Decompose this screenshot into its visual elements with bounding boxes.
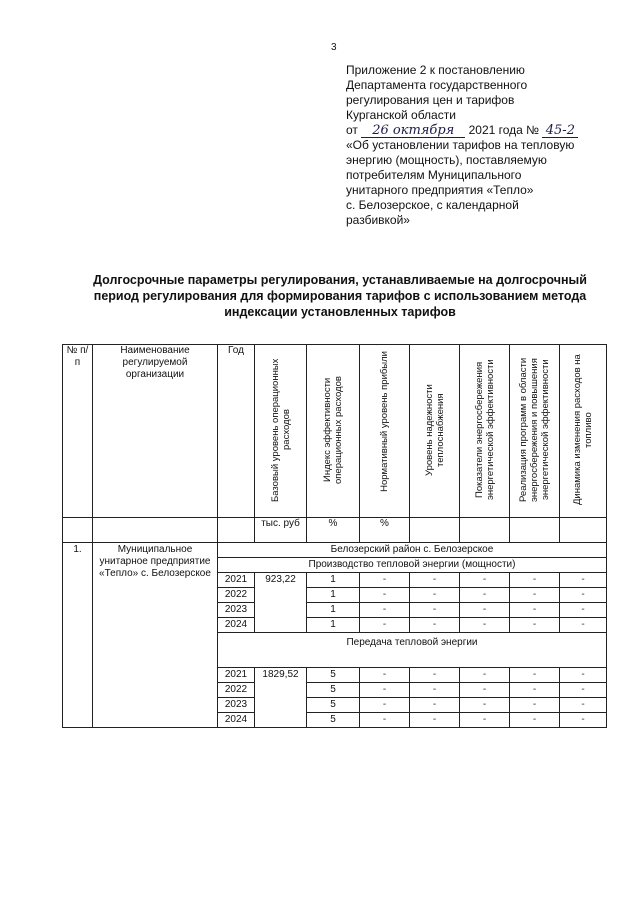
header-profit: Нормативный уровень прибыли: [379, 351, 390, 492]
header-profit-cell: [360, 345, 410, 518]
index-cell: 1: [307, 603, 360, 618]
value-cell: -: [410, 618, 460, 633]
title-line: период регулирования для формирования тарифов с использованием метода: [93, 289, 587, 303]
base-value-transmission: 1829,52: [255, 668, 307, 728]
header-reliability: Уровень надежности теплоснабжения: [423, 384, 446, 476]
appendix-ot: от: [346, 123, 358, 137]
value-cell: -: [410, 683, 460, 698]
value-cell: -: [460, 683, 510, 698]
value-cell: -: [560, 573, 607, 588]
value-cell: -: [560, 698, 607, 713]
district-row: [63, 543, 607, 558]
index-cell: 5: [307, 668, 360, 683]
units-row: [63, 518, 607, 543]
value-cell: -: [410, 713, 460, 728]
year-cell: 2021: [218, 668, 255, 683]
header-fuel-cell: [560, 345, 607, 518]
unit-index: %: [307, 518, 360, 543]
value-cell: -: [510, 683, 560, 698]
header-reliability-cell: [410, 345, 460, 518]
value-cell: -: [360, 603, 410, 618]
organization-name: Муниципальное унитарное предприятие «Тепло» с. Белозерское: [93, 543, 218, 728]
value-cell: -: [510, 588, 560, 603]
value-cell: -: [360, 588, 410, 603]
appendix-year-text: 2021 года №: [468, 123, 540, 137]
value-cell: -: [460, 668, 510, 683]
appendix-line: Курганской области: [346, 108, 456, 122]
value-cell: -: [510, 668, 560, 683]
value-cell: -: [560, 668, 607, 683]
handwritten-number: 45-2: [542, 124, 578, 138]
index-cell: 1: [307, 573, 360, 588]
unit-profit: %: [360, 518, 410, 543]
value-cell: -: [410, 573, 460, 588]
header-base-cell: [255, 345, 307, 518]
index-cell: 1: [307, 618, 360, 633]
document-title: [60, 272, 620, 320]
value-cell: -: [360, 698, 410, 713]
value-cell: -: [460, 603, 510, 618]
year-cell: 2022: [218, 588, 255, 603]
appendix-subject-line: «Об установлении тарифов на тепловую: [346, 138, 575, 152]
value-cell: -: [410, 698, 460, 713]
index-cell: 5: [307, 698, 360, 713]
appendix-subject-line: унитарного предприятия «Тепло»: [346, 183, 534, 197]
header-programs-cell: [510, 345, 560, 518]
index-cell: 5: [307, 683, 360, 698]
value-cell: -: [410, 588, 460, 603]
value-cell: -: [410, 668, 460, 683]
header-energy: Показатели энергосбережения энергетической эффективности: [473, 359, 496, 501]
appendix-header: [346, 63, 626, 228]
header-index-cell: [307, 345, 360, 518]
index-cell: 1: [307, 588, 360, 603]
row-number: 1.: [63, 543, 93, 728]
header-programs: Реализация программ в области энергосбережения и повышения энергетической эффективности: [518, 357, 551, 503]
appendix-subject-line: с. Белозерское, с календарной: [346, 198, 519, 212]
value-cell: -: [510, 698, 560, 713]
value-cell: -: [360, 683, 410, 698]
parameters-table: [62, 344, 607, 728]
header-energy-cell: [460, 345, 510, 518]
index-cell: 5: [307, 713, 360, 728]
value-cell: -: [560, 713, 607, 728]
value-cell: -: [360, 618, 410, 633]
year-cell: 2023: [218, 603, 255, 618]
year-cell: 2021: [218, 573, 255, 588]
value-cell: -: [460, 713, 510, 728]
value-cell: -: [360, 713, 410, 728]
year-cell: 2023: [218, 698, 255, 713]
header-index: Индекс эффективности операционных расходов: [322, 376, 344, 484]
value-cell: -: [460, 573, 510, 588]
value-cell: -: [560, 588, 607, 603]
year-cell: 2024: [218, 713, 255, 728]
section-title-transmission: Передача тепловой энергии: [218, 633, 607, 668]
base-value-production: 923,22: [255, 573, 307, 633]
value-cell: -: [460, 588, 510, 603]
value-cell: -: [510, 573, 560, 588]
appendix-date-line: [346, 123, 626, 138]
header-num: № п/п: [63, 345, 93, 518]
appendix-subject-line: энергию (мощность), поставляемую: [346, 153, 547, 167]
value-cell: -: [360, 573, 410, 588]
value-cell: -: [460, 618, 510, 633]
value-cell: -: [510, 603, 560, 618]
value-cell: -: [560, 618, 607, 633]
value-cell: -: [460, 698, 510, 713]
handwritten-date: 26 октября: [361, 124, 465, 138]
appendix-line: Приложение 2 к постановлению: [346, 63, 525, 77]
title-line: индексации установленных тарифов: [224, 305, 456, 319]
section-title-production: Производство тепловой энергии (мощности): [218, 558, 607, 573]
appendix-line: регулирования цен и тарифов: [346, 93, 515, 107]
header-row: [63, 345, 607, 518]
header-fuel: Динамика изменения расходов на топливо: [572, 354, 594, 506]
appendix-subject-line: потребителям Муниципального: [346, 168, 522, 182]
year-cell: 2022: [218, 683, 255, 698]
header-base: Базовый уровень операционных расходов: [269, 358, 292, 502]
title-line: Долгосрочные параметры регулирования, устанавливаемые на долгосрочный: [93, 273, 587, 287]
appendix-line: Департамента государственного: [346, 78, 528, 92]
value-cell: -: [560, 683, 607, 698]
value-cell: -: [510, 618, 560, 633]
unit-base: тыс. руб: [255, 518, 307, 543]
district-label: Белозерский район с. Белозерское: [218, 543, 607, 558]
year-cell: 2024: [218, 618, 255, 633]
value-cell: -: [410, 603, 460, 618]
value-cell: -: [560, 603, 607, 618]
value-cell: -: [510, 713, 560, 728]
header-org: Наименование регулируемой организации: [93, 345, 218, 518]
value-cell: -: [360, 668, 410, 683]
appendix-subject-line: разбивкой»: [346, 213, 410, 227]
page-number: 3: [331, 42, 337, 53]
header-year: Год: [218, 345, 255, 518]
